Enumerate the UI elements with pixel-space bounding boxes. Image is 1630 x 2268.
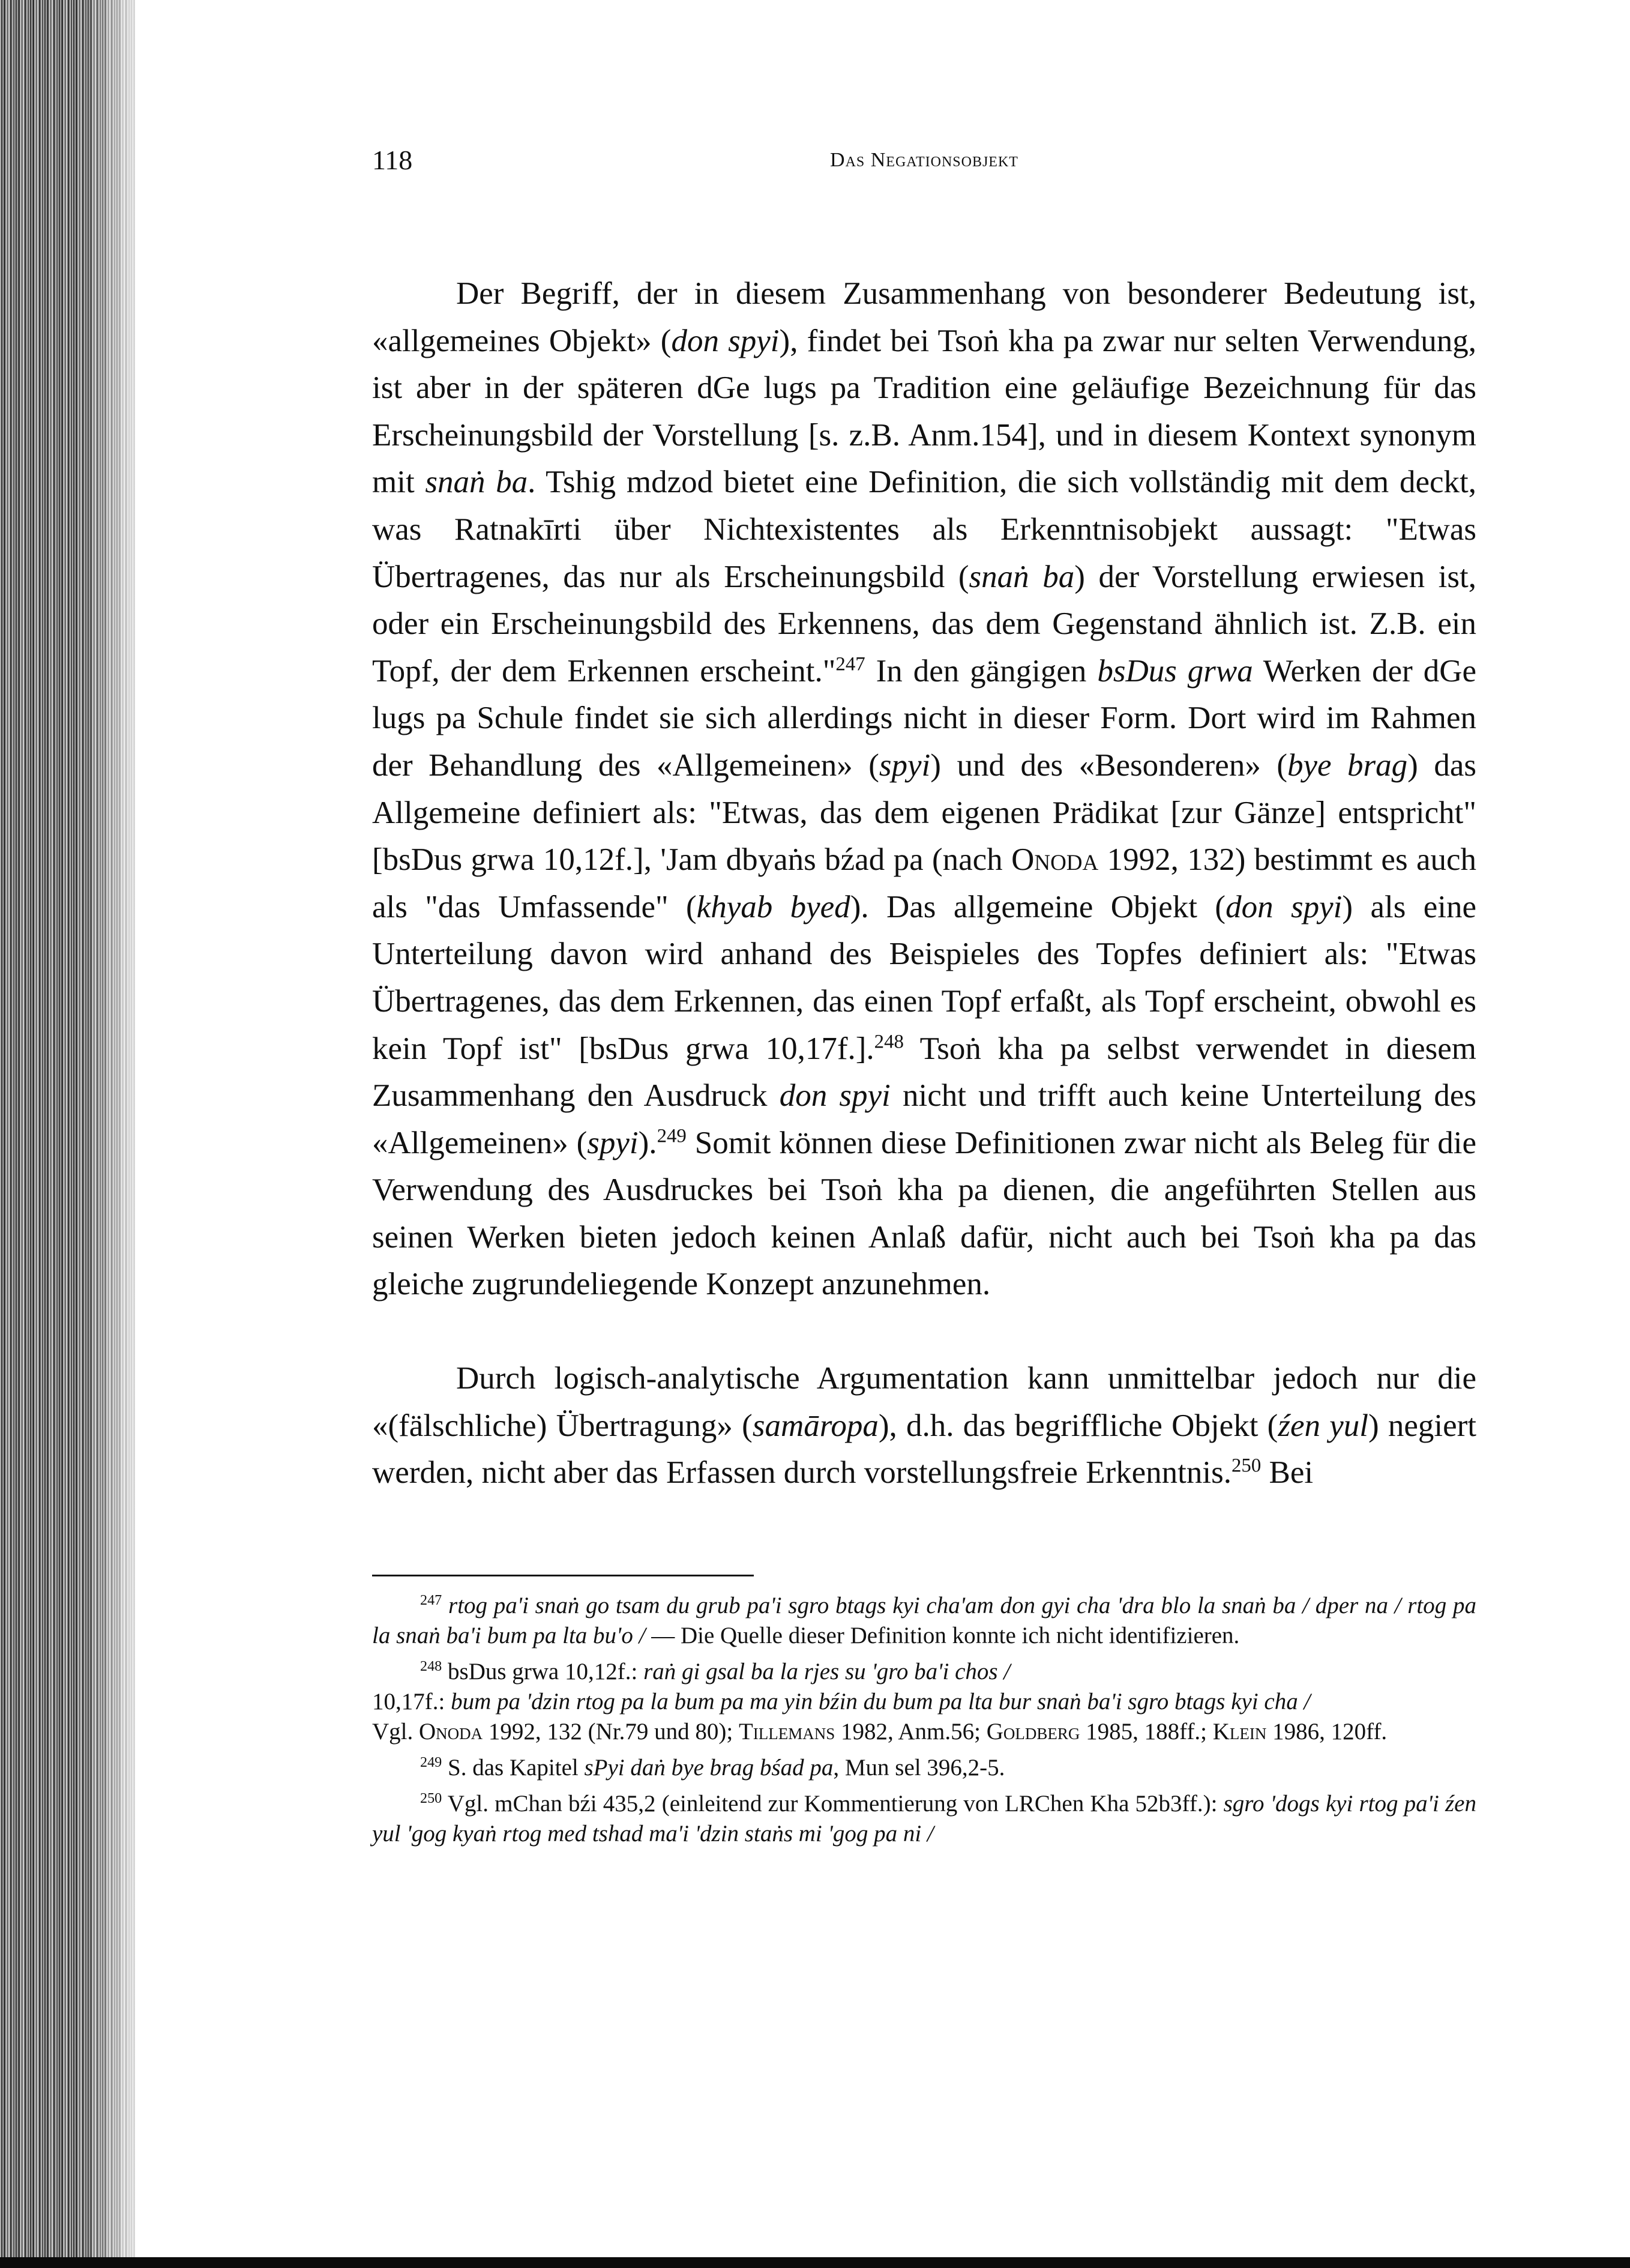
italic-term: don spyi: [1226, 889, 1343, 924]
paragraph-1: [372, 270, 1476, 1308]
italic-term: snaṅ ba: [969, 559, 1075, 594]
text-run: 1982, Anm.56;: [835, 1719, 987, 1745]
text-run: Vgl. mChan bźi 435,2 (einleitend zur Kommentierung von LRChen Kha 52b3ff.):: [442, 1791, 1224, 1817]
text-run: . Tshig mdzod bietet eine Definition, die sich vollständig mit dem deckt, was Ratnakīrti über Nichtexistentes als Erkenntnisobjekt aussagt: "Etwas Übertragenes, das nur als Erscheinungsbild (: [372, 465, 1476, 594]
italic-term: źen yul: [1278, 1408, 1368, 1443]
text-run: ).: [638, 1125, 657, 1160]
text-run: Vgl.: [372, 1719, 419, 1745]
italic-quote: sgro 'dogs kyi rtog pa'i źen yul 'gog kyaṅ rtog med tshad ma'i 'dzin staṅs mi 'gog pa ni /: [372, 1791, 1476, 1847]
footnote-250: [372, 1789, 1476, 1849]
text-run: ), d.h. das begriffliche Objekt (: [878, 1408, 1278, 1443]
italic-quote: raṅ gi gsal ba la rjes su 'gro ba'i chos /: [643, 1659, 1011, 1684]
footnote-number: 248: [420, 1658, 442, 1674]
text-run: 10,17f.:: [372, 1689, 451, 1715]
text-run: Durch logisch-analytische Argumentation kann unmittelbar jedoch nur die «(fälschliche) Übertragung» (: [372, 1361, 1476, 1443]
text-run: 1992, 132 (Nr.79 und 80);: [483, 1719, 739, 1745]
scan-bottom-edge: [0, 2257, 1630, 2268]
italic-term: don spyi: [671, 323, 780, 358]
text-run: ) das Allgemeine definiert als: "Etwas, das dem eigenen Prädikat [zur Gänze] entspricht" [bsDus grwa 10,12f.], 'Jam dbyaṅs bźad pa (nach: [372, 747, 1476, 878]
author-name: Tillemans: [738, 1719, 835, 1745]
footnote-number: 250: [420, 1790, 442, 1806]
text-run: bsDus grwa 10,12f.:: [442, 1659, 644, 1684]
author-name: Onoda: [1011, 842, 1099, 878]
italic-term: bye brag: [1287, 747, 1408, 783]
footnote-248: [372, 1657, 1476, 1747]
footnote-ref-247[interactable]: 247: [835, 653, 865, 675]
text-run: ). Das allgemeine Objekt (: [850, 889, 1226, 924]
page-number: 118: [372, 145, 413, 175]
text-run: Der Begriff, der in diesem Zusammenhang von besonderer Bedeutung ist, «allgemeines Objekt» (: [372, 276, 1476, 358]
author-name: Onoda: [419, 1719, 483, 1745]
footnote-ref-249[interactable]: 249: [657, 1125, 687, 1147]
text-run: 1986, 120ff.: [1266, 1719, 1388, 1745]
footnote-249: [372, 1753, 1476, 1783]
footnote-number: 247: [420, 1592, 442, 1608]
author-name: Goldberg: [986, 1719, 1080, 1745]
running-head: Das Negationsobjekt: [830, 149, 1018, 171]
text-run: — Die Quelle dieser Definition konnte ich nicht identifizieren.: [645, 1623, 1240, 1648]
text-run: ) der Vorstellung erwiesen ist, oder ein Erscheinungsbild des Erkennens, das dem Gegenstand ähnlich ist. Z.B. ein Topf, der dem Erkennen erscheint.": [372, 559, 1476, 689]
italic-term: bsDus grwa: [1097, 653, 1253, 689]
text-run: Somit können diese Definitionen zwar nicht als Beleg für die Verwendung des Ausdruckes bei Tsoṅ kha pa dienen, die angeführten Stellen aus seinen Werken bieten jedoch keinen Anlaß dafür, nicht auch bei Tsoṅ kha pa das gleiche zugrundeliegende Konzept anzunehmen.: [372, 1125, 1476, 1302]
text-run: ), findet bei Tsoṅ kha pa zwar nur selten Verwendung, ist aber in der späteren dGe lugs pa Tradition eine geläufige Bezeichnung für das Erscheinungsbild der Vorstellung [s. z.B. Anm.154], und in diesem Kontext synonym mit: [372, 323, 1477, 500]
italic-term: khyab byed: [696, 889, 850, 924]
text-run: nicht und trifft auch keine Unterteilung des «Allgemeinen» (: [372, 1078, 1477, 1160]
italic-quote: bum pa 'dzin rtog pa la bum pa ma yin bźin du bum pa lta bur snaṅ ba'i sgro btags kyi cha /: [451, 1689, 1311, 1715]
italic-term: samāropa: [752, 1408, 879, 1443]
footnote-247: [372, 1591, 1476, 1651]
text-run: 1985, 188ff.;: [1080, 1719, 1213, 1745]
text-run: Tsoṅ kha pa selbst verwendet in diesem Zusammenhang den Ausdruck: [372, 1031, 1477, 1114]
footnote-ref-250[interactable]: 250: [1231, 1455, 1262, 1477]
footnote-separator: [372, 1575, 754, 1576]
text-run: ) negiert werden, nicht aber das Erfassen durch vorstellungsfreie Erkenntnis.: [372, 1408, 1477, 1491]
text-run: , Mun sel 396,2-5.: [833, 1755, 1005, 1781]
italic-term: spyi: [587, 1125, 639, 1160]
italic-quote: sPyi daṅ bye brag bśad pa: [584, 1755, 834, 1781]
spine-shadow: [84, 0, 150, 2268]
text-run: ) als eine Unterteilung davon wird anhand des Beispieles des Topfes definiert als: "Etwas Übertragenes, das dem Erkennen, das einen Topf erfaßt, als Topf erscheint, obwohl es kein Topf ist" [bsDus grwa 10,17f.].: [372, 889, 1477, 1066]
text-run: Bei: [1261, 1455, 1314, 1491]
italic-term: spyi: [879, 747, 931, 783]
footnote-ref-248[interactable]: 248: [874, 1030, 904, 1052]
text-run: Werken der dGe lugs pa Schule findet sie sich allerdings nicht in dieser Form. Dort wird im Rahmen der Behandlung des «Allgemeinen» (: [372, 653, 1476, 783]
text-run: ) und des «Besonderen» (: [930, 747, 1287, 783]
text-run: In den gängigen: [865, 653, 1098, 689]
main-text: [372, 270, 1476, 1497]
page-header: [372, 144, 1476, 186]
paragraph-2: [372, 1355, 1476, 1497]
italic-quote: rtog pa'i snaṅ go tsam du grub pa'i sgro btags kyi cha'am don gyi cha 'dra blo la snaṅ ba / dper na / rtog pa la snaṅ ba'i bum pa lta bu'o /: [372, 1593, 1477, 1648]
text-run: 1992, 132) bestimmt es auch als "das Umfassende" (: [372, 842, 1477, 924]
italic-term: snaṅ ba: [425, 465, 528, 500]
footnotes: [372, 1591, 1476, 1855]
author-name: Klein: [1212, 1719, 1267, 1745]
text-run: S. das Kapitel: [442, 1755, 585, 1781]
italic-term: don spyi: [779, 1078, 891, 1114]
footnote-number: 249: [420, 1754, 442, 1770]
